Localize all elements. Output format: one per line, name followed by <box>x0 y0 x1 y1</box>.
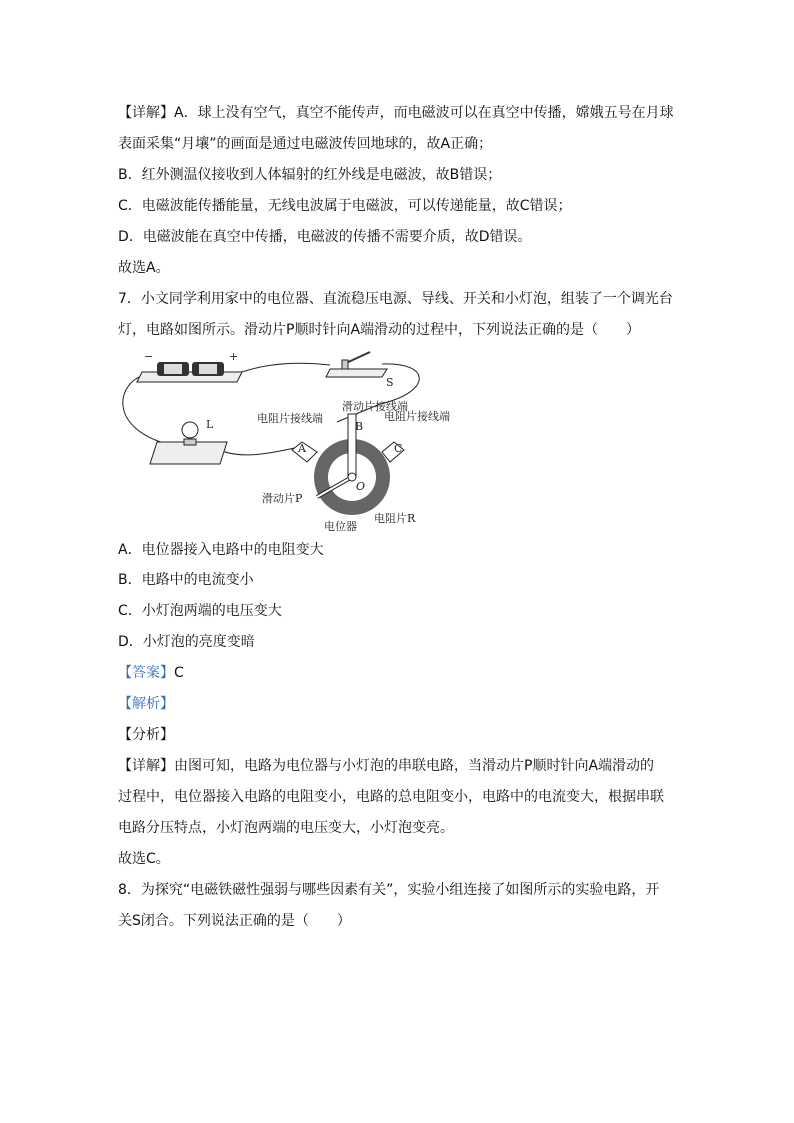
detail-line: 电路分压特点，小灯泡两端的电压变大，小灯泡变亮。 <box>118 820 454 836</box>
lamp-icon <box>150 422 227 464</box>
resistor-terminal-label: 电阻片接线端 <box>257 412 323 425</box>
slider-terminal-label: 滑动片接线端 <box>342 400 408 413</box>
option-b-explanation: B．红外测温仪接收到人体辐射的红外线是电磁波，故B错误； <box>118 167 502 183</box>
circuit-diagram <box>112 342 450 533</box>
analysis-tag: 【解析】 <box>118 696 174 712</box>
switch-label: S <box>386 376 394 389</box>
battery-icon <box>137 362 242 382</box>
lamp-label: L <box>206 418 214 431</box>
potentiometer-icon <box>292 414 404 515</box>
slider-p-label: 滑动片P <box>262 492 303 505</box>
answer-tag: 【答案】 <box>118 665 174 681</box>
option-b: B．电路中的电流变小 <box>118 572 254 588</box>
option-a: A．电位器接入电路中的电阻变大 <box>118 542 324 558</box>
potentiometer-label: 电位器 <box>324 520 357 533</box>
conclusion: 故选C。 <box>118 851 170 867</box>
resistor-r-label: 电阻片R <box>374 512 416 525</box>
question-8-stem: 关S闭合。下列说法正确的是（ ） <box>118 913 351 929</box>
option-c-explanation: C．电磁波能传播能量，无线电波属于电磁波，可以传递能量，故C错误； <box>118 198 572 214</box>
resistor-terminal-label: 电阻片接线端 <box>384 410 450 423</box>
option-c: C．小灯泡两端的电压变大 <box>118 603 282 619</box>
terminal-c-label: C <box>394 442 403 455</box>
fenxi-tag: 【分析】 <box>118 727 174 743</box>
pivot-o-label: O <box>356 480 366 493</box>
minus-label: − <box>144 350 154 363</box>
detail-line: 【详解】A．球上没有空气，真空不能传声，而电磁波可以在真空中传播，嫦娥五号在月球 <box>118 105 674 121</box>
question-7-stem: 灯，电路如图所示。滑动片P顺时针向A端滑动的过程中，下列说法正确的是（ ） <box>118 322 641 338</box>
conclusion: 故选A。 <box>118 260 170 276</box>
terminal-a-label: A <box>298 442 306 455</box>
detail-line: 过程中，电位器接入电路的电阻变小，电路的总电阻变小，电路中的电流变大，根据串联 <box>118 789 664 805</box>
question-8-stem: 8．为探究“电磁铁磁性强弱与哪些因素有关”，实验小组连接了如图所示的实验电路，开 <box>118 882 660 898</box>
answer-value: C <box>174 665 184 681</box>
option-d: D．小灯泡的亮度变暗 <box>118 634 255 650</box>
answer <box>118 663 184 683</box>
question-7-stem: 7．小文同学利用家中的电位器、直流稳压电源、导线、开关和小灯泡，组装了一个调光台 <box>118 291 673 307</box>
detail-line: 【详解】由图可知，电路为电位器与小灯泡的串联电路，当滑动片P顺时针向A端滑动的 <box>118 758 655 774</box>
switch-icon <box>326 352 387 377</box>
detail-line: 表面采集“月壤”的画面是通过电磁波传回地球的，故A正确； <box>118 136 493 152</box>
terminal-b-label: B <box>355 420 364 433</box>
plus-label: + <box>229 350 239 363</box>
option-d-explanation: D．电磁波能在真空中传播，电磁波的传播不需要介质，故D错误。 <box>118 229 532 245</box>
